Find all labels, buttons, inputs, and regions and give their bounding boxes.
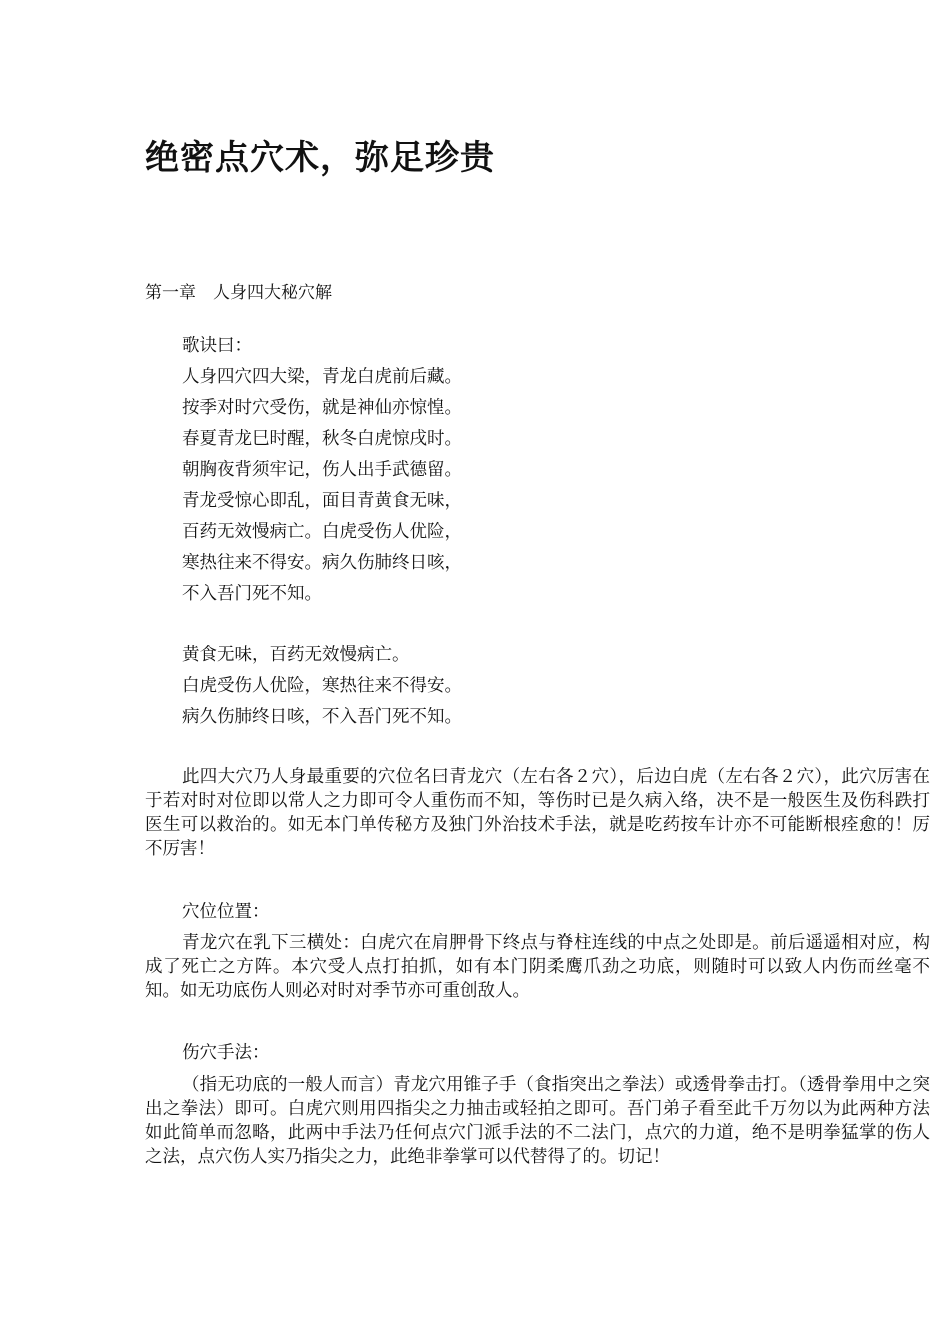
section-label-technique: 伤穴手法： <box>182 1043 270 1063</box>
paragraph-intro: 此四大穴乃人身最重要的穴位名曰青龙穴（左右各２穴），后边白虎（左右各２穴），此穴厉害在于若对时对位即以常人之力即可令人重伤而不知，等伤时已是久病入络，决不是一般医生及伤科跌打医生可以救治的。如无本门单传秘方及独门外治技术手法，就是吃药按车计亦不可能断根痊愈的！厉不厉害！ <box>145 767 930 859</box>
verse-line: 春夏青龙巳时醒，秋冬白虎惊戌时。 <box>182 429 462 449</box>
verse-line: 不入吾门死不知。 <box>182 584 322 604</box>
document-title: 绝密点穴术，弥足珍贵 <box>145 138 495 178</box>
verse-line: 青龙受惊心即乱，面目青黄食无味， <box>182 491 462 511</box>
paragraph-location: 青龙穴在乳下三横处：白虎穴在肩胛骨下终点与脊柱连线的中点之处即是。前后遥遥相对应，构成了死亡之方阵。本穴受人点打拍抓，如有本门阴柔鹰爪劲之功底，则随时可以致人内伤而丝毫不知。如无功底伤人则必对时对季节亦可重创敌人。 <box>145 933 930 1001</box>
verse-line: 黄食无味，百药无效慢病亡。 <box>182 645 410 665</box>
paragraph-technique: （指无功底的一般人而言）青龙穴用锥子手（食指突出之拳法）或透骨拳击打。（透骨拳用中之突出之拳法）即可。白虎穴则用四指尖之力抽击或轻拍之即可。吾门弟子看至此千万勿以为此两种方法如此简单而忽略，此两中手法乃任何点穴门派手法的不二法门，点穴的力道，绝不是明拳猛掌的伤人之法，点穴伤人实乃指尖之力，此绝非拳掌可以代替得了的。切记！ <box>145 1075 930 1167</box>
verse-line: 朝胸夜背须牢记，伤人出手武德留。 <box>182 460 462 480</box>
verse-line: 白虎受伤人优险，寒热往来不得安。 <box>182 676 462 696</box>
verse-block-2 <box>182 640 882 733</box>
verse-block <box>182 331 882 610</box>
verse-intro: 歌诀曰： <box>182 336 252 356</box>
section-label-location: 穴位位置： <box>182 902 270 922</box>
verse-line: 按季对时穴受伤，就是神仙亦惊惶。 <box>182 398 462 418</box>
verse-line: 病久伤肺终日咳，不入吾门死不知。 <box>182 707 462 727</box>
verse-line: 人身四穴四大梁，青龙白虎前后藏。 <box>182 367 462 387</box>
chapter-heading: 第一章 人身四大秘穴解 <box>145 283 332 303</box>
verse-line: 寒热往来不得安。病久伤肺终日咳， <box>182 553 462 573</box>
verse-line: 百药无效慢病亡。白虎受伤人优险， <box>182 522 462 542</box>
